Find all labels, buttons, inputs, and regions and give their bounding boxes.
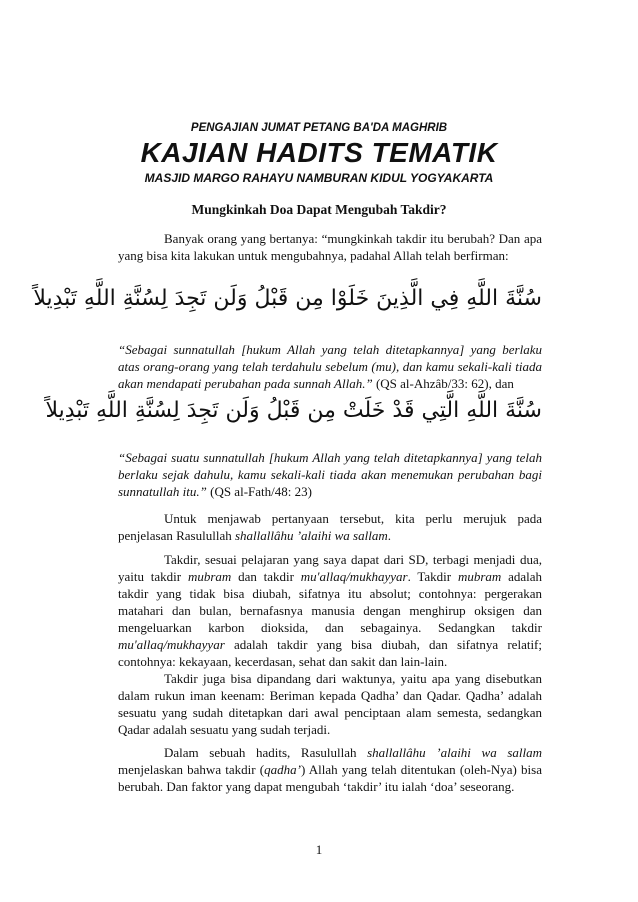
verse-1-translation-paragraph bbox=[118, 341, 542, 392]
hadits-term-qadha: qadha’ bbox=[264, 762, 301, 777]
hadits-paragraph bbox=[118, 744, 542, 795]
takdir-text-3: . Takdir bbox=[407, 569, 458, 584]
quran-verse-2-arabic: سُنَّةَ اللَّهِ الَّتِي قَدْ خَلَتْ مِن قَبْلُ وَلَن تَجِدَ لِسُنَّةِ اللَّهِ تَبْدِيلاً bbox=[45, 398, 542, 423]
takdir-term-mubram: mubram bbox=[187, 569, 232, 584]
page-number: 1 bbox=[315, 842, 323, 857]
answer-end: . bbox=[387, 528, 391, 543]
article-subtitle: Mungkinkah Doa Dapat Mengubah Takdir? bbox=[191, 202, 447, 217]
header-location-line: MASJID MARGO RAHAYU NAMBURAN KIDUL YOGYAKARTA bbox=[144, 171, 494, 185]
takdir-term-muallaq-2: mu'allaq/mukhayyar bbox=[118, 637, 225, 652]
answer-paragraph bbox=[118, 510, 542, 544]
answer-text: Untuk menjawab pertanyaan tersebut, kita perlu merujuk pada penjelasan Rasulullah bbox=[118, 511, 542, 543]
header-event-line: PENGAJIAN JUMAT PETANG BA'DA MAGHRIB bbox=[190, 122, 448, 134]
verse-1-translation: “Sebagai sunnatullah [hukum Allah yang telah ditetapkannya] yang berlaku atas orang-orang yang telah terdahulu sebelum (mu), dan kamu sekali-kali tiada akan mendapati perubahan pada sunnah Allah.” bbox=[118, 342, 542, 391]
hadits-text-3: ) Allah yang telah ditentukan (oleh-Nya) bisa berubah. Dan faktor yang dapat mengubah ‘takdir’ itu ialah ‘doa’ seseorang. bbox=[118, 762, 543, 794]
page-title: KAJIAN HADITS TEMATIK bbox=[140, 137, 498, 168]
takdir-text-2: dan takdir bbox=[231, 569, 301, 584]
takdir-paragraph bbox=[118, 551, 542, 670]
hadits-text-1: Dalam sebuah hadits, Rasulullah bbox=[164, 745, 368, 760]
takdir-text-4: adalah takdir yang tidak bisa diubah, sifatnya itu absolut; contohnya: pergerakan matahari dan bulan, bernafasnya manusia dengan menghirup oksigen dan mengeluarkan karbon dioksida, dan sebagainya. Sedangkan takdir bbox=[118, 569, 543, 635]
verse-2-translation: “Sebagai suatu sunnatullah [hukum Allah yang telah ditetapkannya] yang telah berlaku sejak dahulu, kamu sekali-kali tiada akan menemukan perubahan bagi sunnatullah itu.” bbox=[118, 450, 542, 499]
intro-paragraph: Banyak orang yang bertanya: “mungkinkah takdir itu berubah? Dan apa yang bisa kita lakukan untuk mengubahnya, padahal Allah telah berfirman: bbox=[118, 231, 542, 263]
hadits-honorific: shallallâhu ’alaihi wa sallam bbox=[367, 745, 542, 760]
verse-2-reference: (QS al-Fath/48: 23) bbox=[206, 484, 312, 499]
hadits-text-2: menjelaskan bahwa takdir ( bbox=[118, 762, 265, 777]
verse-2-translation-paragraph bbox=[118, 449, 542, 500]
verse-1-reference: (QS al-Ahzâb/33: 62), dan bbox=[372, 376, 514, 391]
answer-honorific: shallallâhu ’alaihi wa sallam bbox=[234, 528, 388, 543]
takdir-text-5: adalah takdir yang bisa diubah, dan sifatnya relatif; contohnya: kekayaan, kecerdasan, sehat dan sakit dan lain-lain. bbox=[118, 637, 542, 669]
takdir-term-muallaq: mu'allaq/mukhayyar bbox=[300, 569, 408, 584]
takdir-text-1: Takdir, sesuai pelajaran yang saya dapat dari SD, terbagi menjadi dua, yaitu takdir bbox=[118, 552, 542, 584]
waktu-paragraph: Takdir juga bisa dipandang dari waktunya, yaitu apa yang disebutkan dalam rukun iman keenam: Beriman kepada Qadha’ dan Qadar. Qadha’ adalah sesuatu yang sudah ditetapkan dari awal penciptaan alam semesta, sedangkan Qadar adalah sesuatu yang sudah terjadi. bbox=[118, 671, 542, 737]
quran-verse-1-arabic: سُنَّةَ اللَّهِ فِي الَّذِينَ خَلَوْا مِن قَبْلُ وَلَن تَجِدَ لِسُنَّةِ اللَّهِ تَبْدِيلاً bbox=[33, 286, 542, 311]
takdir-term-mubram-2: mubram bbox=[457, 569, 502, 584]
